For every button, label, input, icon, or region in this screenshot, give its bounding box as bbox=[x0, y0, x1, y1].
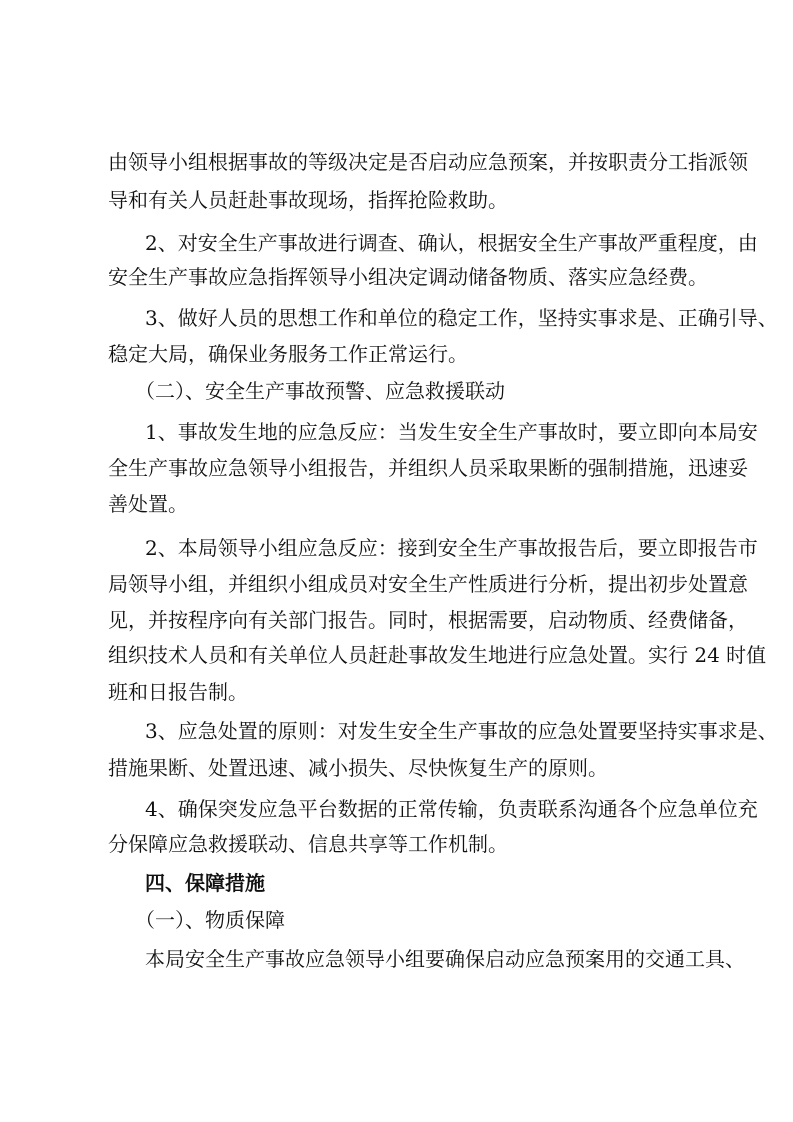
body-text-line: 分保障应急救援联动、信息共享等工作机制。 bbox=[108, 832, 508, 856]
body-text-line: 由领导小组根据事故的等级决定是否启动应急预案，并按职责分工指派领 bbox=[108, 150, 748, 174]
body-text-line: 安全生产事故应急指挥领导小组决定调动储备物质、落实应急经费。 bbox=[108, 265, 708, 289]
section-subheading: （一）、物质保障 bbox=[135, 908, 285, 932]
paragraph-item-3: 3、做好人员的思想工作和单位的稳定工作，坚持实事求是、正确引导、 bbox=[145, 306, 778, 330]
paragraph-item-3: 3、应急处置的原则：对发生安全生产事故的应急处置要坚持实事求是、 bbox=[145, 719, 778, 743]
body-text-line: 措施果断、处置迅速、减小损失、尽快恢复生产的原则。 bbox=[108, 756, 608, 780]
body-text-line: 稳定大局，确保业务服务工作正常运行。 bbox=[108, 342, 468, 366]
paragraph-item-4: 4、确保突发应急平台数据的正常传输，负责联系沟通各个应急单位充 bbox=[145, 797, 758, 821]
body-text-line: 全生产事故应急领导小组报告，并组织人员采取果断的强制措施，迅速妥 bbox=[108, 456, 748, 480]
body-text-line: 本局安全生产事故应急领导小组要确保启动应急预案用的交通工具、 bbox=[145, 947, 745, 971]
section-heading: 四、保障措施 bbox=[145, 871, 265, 895]
paragraph-item-2: 2、对安全生产事故进行调查、确认，根据安全生产事故严重程度，由 bbox=[145, 231, 758, 255]
body-text-line: 班和日报告制。 bbox=[108, 680, 248, 704]
body-text-line: 导和有关人员赶赴事故现场，指挥抢险救助。 bbox=[108, 188, 508, 212]
body-text-line: 善处置。 bbox=[108, 492, 188, 516]
paragraph-item-1: 1、事故发生地的应急反应：当发生安全生产事故时，要立即向本局安 bbox=[145, 420, 758, 444]
section-subheading: （二）、安全生产事故预警、应急救援联动 bbox=[135, 379, 505, 403]
body-text-line: 组织技术人员和有关单位人员赶赴事故发生地进行应急处置。实行 24 时值 bbox=[108, 643, 767, 667]
body-text-line: 局领导小组，并组织小组成员对安全生产性质进行分析，提出初步处置意 bbox=[108, 572, 748, 596]
paragraph-item-2: 2、本局领导小组应急反应：接到安全生产事故报告后，要立即报告市 bbox=[145, 536, 758, 560]
body-text-line: 见，并按程序向有关部门报告。同时，根据需要，启动物质、经费储备， bbox=[108, 608, 748, 632]
